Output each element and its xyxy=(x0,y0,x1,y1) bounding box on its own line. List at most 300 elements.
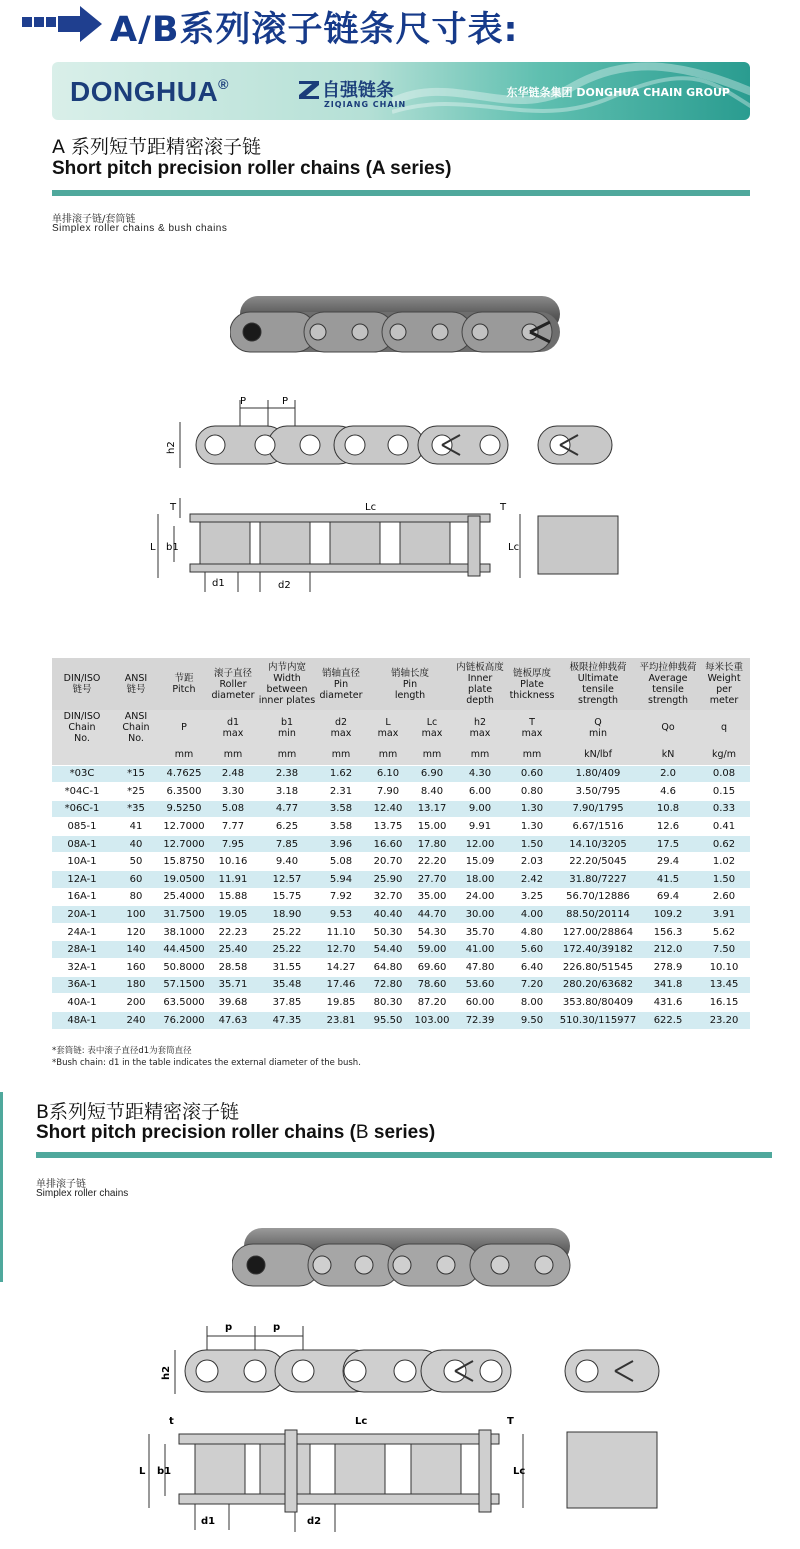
table-cell: 085-1 xyxy=(52,818,112,836)
table-header-cell xyxy=(112,658,160,710)
table-cell: 431.6 xyxy=(638,994,698,1012)
table-cell: 3.50/795 xyxy=(558,783,638,801)
table-cell: 180 xyxy=(112,976,160,994)
header-cn: 极限拉伸载荷 xyxy=(569,662,627,673)
table-cell: 12.00 xyxy=(454,835,506,853)
table-cell: 160 xyxy=(112,959,160,977)
table-header-cell xyxy=(160,658,208,710)
brand-banner xyxy=(52,62,750,120)
table-cell: 40 xyxy=(112,835,160,853)
d1-label: d1 xyxy=(201,1516,216,1527)
table-cell: 6.00 xyxy=(454,783,506,801)
table-header-cell xyxy=(316,658,366,710)
table-cell: 50.8000 xyxy=(160,959,208,977)
table-cell: 12.7000 xyxy=(160,818,208,836)
d2-label: d2 xyxy=(307,1516,322,1527)
spec-table-wrapper xyxy=(52,658,750,1029)
header-en: Plate thickness xyxy=(509,678,555,701)
table-cell: 32.70 xyxy=(366,888,410,906)
table-cell: *25 xyxy=(112,783,160,801)
table-cell: 3.58 xyxy=(316,818,366,836)
table-cell: 1.02 xyxy=(698,853,750,871)
table-cell: 10.16 xyxy=(208,853,258,871)
table-cell: 31.55 xyxy=(258,959,316,977)
table-cell: 622.5 xyxy=(638,1011,698,1029)
table-unit-cell: mm xyxy=(454,745,506,765)
table-cell: 60 xyxy=(112,871,160,889)
table-unit-cell: kN/lbf xyxy=(558,745,638,765)
table-cell: 0.08 xyxy=(698,765,750,783)
table-unit-cell: mm xyxy=(160,745,208,765)
table-cell: 35.70 xyxy=(454,923,506,941)
table-cell: 11.10 xyxy=(316,923,366,941)
table-cell: 0.62 xyxy=(698,835,750,853)
table-cell: 25.40 xyxy=(208,941,258,959)
table-row xyxy=(52,853,750,871)
table-cell: 40A-1 xyxy=(52,994,112,1012)
table-cell: 88.50/20114 xyxy=(558,906,638,924)
table-cell: 12.57 xyxy=(258,871,316,889)
table-header-cell xyxy=(558,658,638,710)
table-cell: 510.30/115977 xyxy=(558,1011,638,1029)
table-cell: 1.50 xyxy=(698,871,750,889)
table-cell: 6.3500 xyxy=(160,783,208,801)
table-cell: 12A-1 xyxy=(52,871,112,889)
arrow-right-icon xyxy=(58,4,102,44)
chain-side-view-b xyxy=(155,1318,675,1416)
section-a-subtitle-en: Simplex roller chains & bush chains xyxy=(52,223,228,234)
table-cell: 22.20 xyxy=(410,853,454,871)
table-row xyxy=(52,941,750,959)
table-cell: 226.80/51545 xyxy=(558,959,638,977)
note-cn: *套筒链: 表中滚子直径d1为套筒直径 xyxy=(52,1046,192,1056)
table-cell: 16A-1 xyxy=(52,888,112,906)
pitch-label: p xyxy=(273,1322,281,1333)
l-label: L xyxy=(139,1466,146,1477)
header-cn: 销轴直径 xyxy=(321,667,360,679)
table-row xyxy=(52,835,750,853)
table-cell: 23.20 xyxy=(698,1011,750,1029)
table-cell: 2.48 xyxy=(208,765,258,783)
table-cell: 15.00 xyxy=(410,818,454,836)
ziqiang-chinese-name: 自强链条 xyxy=(322,80,394,101)
table-cell: 5.60 xyxy=(506,941,558,959)
table-cell: 7.90/1795 xyxy=(558,800,638,818)
table-cell: 18.90 xyxy=(258,906,316,924)
d1-label: d1 xyxy=(212,578,225,589)
table-cell: 12.7000 xyxy=(160,835,208,853)
table-cell: 120 xyxy=(112,923,160,941)
page-header xyxy=(0,0,800,52)
table-cell: 14.27 xyxy=(316,959,366,977)
table-cell: 4.7625 xyxy=(160,765,208,783)
table-row xyxy=(52,994,750,1012)
table-cell: 109.2 xyxy=(638,906,698,924)
header-cn: 滚子直径 xyxy=(213,667,252,679)
table-cell: 80.30 xyxy=(366,994,410,1012)
table-unit-cell: mm xyxy=(366,745,410,765)
table-cell: 41 xyxy=(112,818,160,836)
table-cell: 40.40 xyxy=(366,906,410,924)
table-cell: 15.09 xyxy=(454,853,506,871)
table-cell: 39.68 xyxy=(208,994,258,1012)
table-cell: 54.30 xyxy=(410,923,454,941)
table-cell: 0.80 xyxy=(506,783,558,801)
table-symbol-cell: T max xyxy=(506,710,558,745)
table-cell: 3.25 xyxy=(506,888,558,906)
table-cell: 24A-1 xyxy=(52,923,112,941)
table-cell: 140 xyxy=(112,941,160,959)
section-b-subtitle-en: Simplex roller chains xyxy=(36,1188,129,1199)
table-cell: 47.63 xyxy=(208,1011,258,1029)
header-en: Pin diameter xyxy=(319,678,363,701)
table-cell: 12.70 xyxy=(316,941,366,959)
table-cell: 19.0500 xyxy=(160,871,208,889)
section-a-title-cn: A 系列短节距精密滚子链 xyxy=(52,136,262,158)
header-en: Average tensile strength xyxy=(648,673,689,706)
table-cell: 7.90 xyxy=(366,783,410,801)
table-cell: 15.8750 xyxy=(160,853,208,871)
table-cell: 13.17 xyxy=(410,800,454,818)
table-cell: 2.31 xyxy=(316,783,366,801)
table-symbol-cell: Q min xyxy=(558,710,638,745)
table-cell: 4.00 xyxy=(506,906,558,924)
header-en: Ultimate tensile strength xyxy=(577,673,619,706)
table-symbol-cell: L max xyxy=(366,710,410,745)
header-cn: 销轴长度 xyxy=(391,667,430,679)
table-cell: 95.50 xyxy=(366,1011,410,1029)
table-cell: *15 xyxy=(112,765,160,783)
bullet-square-icon xyxy=(46,17,56,27)
table-cell: 7.20 xyxy=(506,976,558,994)
t-label: T xyxy=(507,1416,514,1427)
table-cell: 36A-1 xyxy=(52,976,112,994)
table-cell: 30.00 xyxy=(454,906,506,924)
table-unit-cell xyxy=(52,745,112,765)
table-unit-cell: mm xyxy=(316,745,366,765)
t-label: t xyxy=(169,1416,174,1427)
table-cell: 10.10 xyxy=(698,959,750,977)
table-symbol-cell: DIN/ISO Chain No. xyxy=(52,710,112,745)
table-cell: 80 xyxy=(112,888,160,906)
table-cell: 353.80/80409 xyxy=(558,994,638,1012)
group-name: 东华链条集团 DONGHUA CHAIN GROUP xyxy=(506,86,730,99)
table-cell: 2.0 xyxy=(638,765,698,783)
section-b-title-en: Short pitch precision roller chains (B series) xyxy=(36,1122,436,1143)
spec-table xyxy=(52,658,750,1029)
t-label: T xyxy=(170,502,177,513)
table-cell: 16.15 xyxy=(698,994,750,1012)
table-cell: 280.20/63682 xyxy=(558,976,638,994)
table-cell: 103.00 xyxy=(410,1011,454,1029)
table-cell: 100 xyxy=(112,906,160,924)
table-cell: 57.1500 xyxy=(160,976,208,994)
header-en: Roller diameter xyxy=(211,678,255,701)
header-cn: 内节内宽 xyxy=(267,662,306,673)
table-cell: 10A-1 xyxy=(52,853,112,871)
table-cell: 8.40 xyxy=(410,783,454,801)
header-cn: 每米长重 xyxy=(705,662,744,673)
section-a-subtitle-cn: 单排滚子链/套筒链 xyxy=(52,214,136,225)
table-cell: 22.20/5045 xyxy=(558,853,638,871)
table-cell: 29.4 xyxy=(638,853,698,871)
table-cell: 341.8 xyxy=(638,976,698,994)
table-cell: 31.80/7227 xyxy=(558,871,638,889)
table-cell: 1.80/409 xyxy=(558,765,638,783)
table-cell: 4.6 xyxy=(638,783,698,801)
table-cell: 7.77 xyxy=(208,818,258,836)
table-cell: 156.3 xyxy=(638,923,698,941)
table-row xyxy=(52,959,750,977)
table-cell: 22.23 xyxy=(208,923,258,941)
header-cn: DIN/ISO 链号 xyxy=(63,673,101,695)
table-symbol-cell: Lc max xyxy=(410,710,454,745)
table-cell: 0.60 xyxy=(506,765,558,783)
header-cn: 节距 xyxy=(174,673,194,684)
lc-label: Lc xyxy=(508,542,520,553)
table-cell: 47.80 xyxy=(454,959,506,977)
table-cell: 50.30 xyxy=(366,923,410,941)
section-a-title-en: Short pitch precision roller chains (A series) xyxy=(52,158,452,179)
table-row xyxy=(52,818,750,836)
table-cell: 2.42 xyxy=(506,871,558,889)
table-cell: 5.08 xyxy=(208,800,258,818)
table-header-cell xyxy=(506,658,558,710)
table-cell: 59.00 xyxy=(410,941,454,959)
table-cell: 19.05 xyxy=(208,906,258,924)
table-symbol-cell: Qo xyxy=(638,710,698,745)
table-cell: 1.30 xyxy=(506,818,558,836)
table-symbol-cell: P xyxy=(160,710,208,745)
table-cell: *35 xyxy=(112,800,160,818)
table-cell: 35.48 xyxy=(258,976,316,994)
d2-label: d2 xyxy=(278,580,291,591)
table-cell: 20.70 xyxy=(366,853,410,871)
chain-photo-a xyxy=(230,290,570,366)
note-en: *Bush chain: d1 in the table indicates the external diameter of the bush. xyxy=(52,1058,361,1068)
table-row xyxy=(52,783,750,801)
table-row xyxy=(52,906,750,924)
table-cell: 2.03 xyxy=(506,853,558,871)
table-cell: 44.70 xyxy=(410,906,454,924)
table-cell: 25.90 xyxy=(366,871,410,889)
table-symbol-cell: q xyxy=(698,710,750,745)
t-label: T xyxy=(500,502,507,513)
table-symbol-cell: d2 max xyxy=(316,710,366,745)
table-cell: 8.00 xyxy=(506,994,558,1012)
table-unit-cell: mm xyxy=(506,745,558,765)
table-cell: *04C-1 xyxy=(52,783,112,801)
b1-label: b1 xyxy=(157,1466,172,1477)
table-row xyxy=(52,1011,750,1029)
table-cell: 9.40 xyxy=(258,853,316,871)
table-cell: 87.20 xyxy=(410,994,454,1012)
table-cell: 23.81 xyxy=(316,1011,366,1029)
table-cell: 24.00 xyxy=(454,888,506,906)
table-cell: 6.40 xyxy=(506,959,558,977)
table-cell: 64.80 xyxy=(366,959,410,977)
table-cell: 12.40 xyxy=(366,800,410,818)
pitch-label: p xyxy=(225,1322,233,1333)
table-cell: 35.00 xyxy=(410,888,454,906)
table-cell: 0.15 xyxy=(698,783,750,801)
table-cell: 13.45 xyxy=(698,976,750,994)
table-cell: 127.00/28864 xyxy=(558,923,638,941)
table-cell: 60.00 xyxy=(454,994,506,1012)
table-cell: 19.85 xyxy=(316,994,366,1012)
header-en: Width between inner plates xyxy=(258,673,316,706)
table-header-cell xyxy=(698,658,750,710)
table-cell: 08A-1 xyxy=(52,835,112,853)
table-cell: 1.62 xyxy=(316,765,366,783)
section-b-divider xyxy=(36,1152,772,1158)
lc-label: Lc xyxy=(355,1416,368,1427)
table-header-cell xyxy=(208,658,258,710)
table-cell: 5.08 xyxy=(316,853,366,871)
table-unit-cell: mm xyxy=(258,745,316,765)
table-cell: 47.35 xyxy=(258,1011,316,1029)
table-cell: 72.80 xyxy=(366,976,410,994)
table-cell: 0.41 xyxy=(698,818,750,836)
table-row xyxy=(52,976,750,994)
ziqiang-english-name: ZIQIANG CHAIN xyxy=(324,100,407,109)
header-en: Pitch xyxy=(172,684,196,695)
table-cell: 69.4 xyxy=(638,888,698,906)
table-cell: 31.7500 xyxy=(160,906,208,924)
table-cell: 7.92 xyxy=(316,888,366,906)
table-unit-cell xyxy=(112,745,160,765)
table-row xyxy=(52,871,750,889)
table-cell: 76.2000 xyxy=(160,1011,208,1029)
table-cell: 7.85 xyxy=(258,835,316,853)
table-cell: 38.1000 xyxy=(160,923,208,941)
section-b-side-accent xyxy=(0,1092,3,1282)
header-cn: ANSI 链号 xyxy=(124,673,148,695)
table-unit-cell: mm xyxy=(410,745,454,765)
table-cell: 3.91 xyxy=(698,906,750,924)
table-cell: 9.5250 xyxy=(160,800,208,818)
l-label: L xyxy=(150,542,156,553)
table-cell: 1.30 xyxy=(506,800,558,818)
table-cell: 11.91 xyxy=(208,871,258,889)
chain-side-view-a xyxy=(160,390,620,490)
chain-top-view-a xyxy=(150,492,630,598)
brand-logo-text: DONGHUA® xyxy=(70,76,229,107)
table-cell: 17.46 xyxy=(316,976,366,994)
table-row xyxy=(52,765,750,783)
table-unit-cell: kN xyxy=(638,745,698,765)
table-cell: 9.91 xyxy=(454,818,506,836)
table-header-cell xyxy=(52,658,112,710)
table-symbol-cell: b1 min xyxy=(258,710,316,745)
table-notes xyxy=(52,1045,361,1069)
table-cell: 17.5 xyxy=(638,835,698,853)
table-cell: 53.60 xyxy=(454,976,506,994)
table-cell: 1.50 xyxy=(506,835,558,853)
table-header-cell xyxy=(366,658,454,710)
bullet-square-icon xyxy=(22,17,32,27)
table-header-cell xyxy=(638,658,698,710)
table-cell: 7.95 xyxy=(208,835,258,853)
table-cell: 15.75 xyxy=(258,888,316,906)
b1-label: b1 xyxy=(166,542,179,553)
table-cell: 69.60 xyxy=(410,959,454,977)
lc-label: Lc xyxy=(365,502,377,513)
section-b-title-cn: B系列短节距精密滚子链 xyxy=(36,1101,240,1123)
table-cell: 32A-1 xyxy=(52,959,112,977)
table-cell: 9.50 xyxy=(506,1011,558,1029)
table-cell: 44.4500 xyxy=(160,941,208,959)
table-cell: 212.0 xyxy=(638,941,698,959)
table-symbol-cell: d1 max xyxy=(208,710,258,745)
table-cell: 200 xyxy=(112,994,160,1012)
table-header-cell xyxy=(258,658,316,710)
table-cell: 41.00 xyxy=(454,941,506,959)
table-cell: 10.8 xyxy=(638,800,698,818)
page-title: A/B系列滚子链条尺寸表: xyxy=(110,10,519,50)
table-unit-cell: mm xyxy=(208,745,258,765)
table-cell: 6.10 xyxy=(366,765,410,783)
table-cell: 6.90 xyxy=(410,765,454,783)
ziqiang-logo-icon xyxy=(298,79,320,101)
table-cell: 50 xyxy=(112,853,160,871)
table-cell: 17.80 xyxy=(410,835,454,853)
chain-top-view-b xyxy=(135,1408,665,1536)
table-cell: 6.67/1516 xyxy=(558,818,638,836)
table-cell: 63.5000 xyxy=(160,994,208,1012)
table-cell: 28A-1 xyxy=(52,941,112,959)
table-cell: 240 xyxy=(112,1011,160,1029)
table-cell: 78.60 xyxy=(410,976,454,994)
table-cell: 9.00 xyxy=(454,800,506,818)
pitch-label: P xyxy=(282,396,289,407)
section-a-divider xyxy=(52,190,750,196)
table-cell: 3.18 xyxy=(258,783,316,801)
section-b-subtitle-cn: 单排滚子链 xyxy=(36,1179,86,1190)
table-symbol-cell: h2 max xyxy=(454,710,506,745)
table-cell: 54.40 xyxy=(366,941,410,959)
table-cell: 12.6 xyxy=(638,818,698,836)
table-cell: 5.62 xyxy=(698,923,750,941)
table-header-cell xyxy=(454,658,506,710)
table-cell: 56.70/12886 xyxy=(558,888,638,906)
header-cn: 链板厚度 xyxy=(513,667,552,679)
table-cell: 37.85 xyxy=(258,994,316,1012)
table-cell: 25.4000 xyxy=(160,888,208,906)
table-cell: 13.75 xyxy=(366,818,410,836)
table-cell: 28.58 xyxy=(208,959,258,977)
table-cell: 3.96 xyxy=(316,835,366,853)
table-cell: 4.30 xyxy=(454,765,506,783)
table-cell: 6.25 xyxy=(258,818,316,836)
table-cell: 27.70 xyxy=(410,871,454,889)
table-cell: 5.94 xyxy=(316,871,366,889)
table-cell: 20A-1 xyxy=(52,906,112,924)
header-cn: 平均拉伸载荷 xyxy=(639,662,697,673)
table-cell: 0.33 xyxy=(698,800,750,818)
table-cell: 4.80 xyxy=(506,923,558,941)
table-cell: 18.00 xyxy=(454,871,506,889)
h2-label: h2 xyxy=(161,1365,172,1380)
table-cell: 9.53 xyxy=(316,906,366,924)
table-cell: 25.22 xyxy=(258,941,316,959)
header-en: Pin length xyxy=(394,678,426,701)
table-row xyxy=(52,800,750,818)
header-en: Weight per meter xyxy=(707,673,741,706)
table-cell: 15.88 xyxy=(208,888,258,906)
table-cell: 3.30 xyxy=(208,783,258,801)
header-en: Inner plate depth xyxy=(466,673,494,706)
